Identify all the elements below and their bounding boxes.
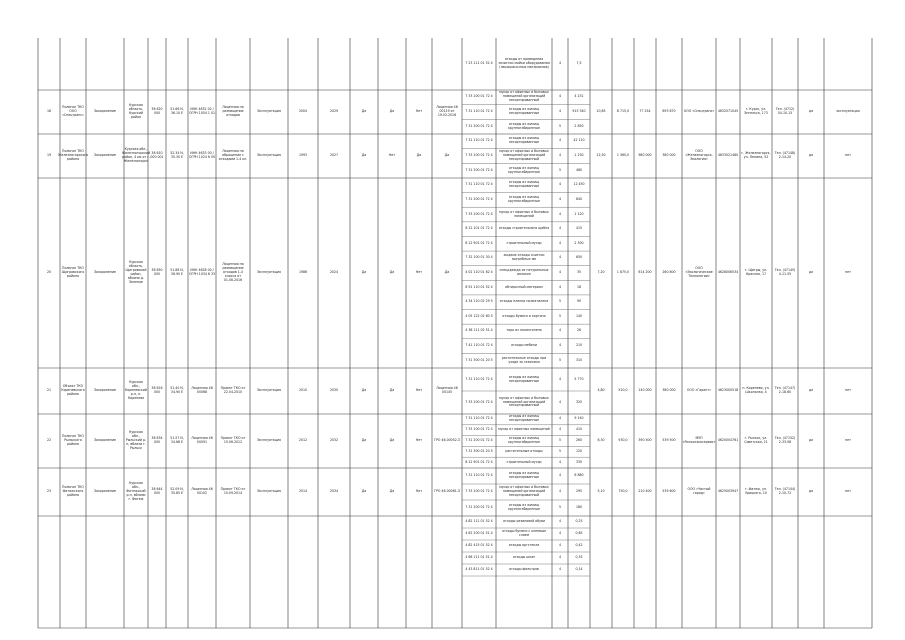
row-23-area: 5,10	[597, 489, 605, 494]
bottom-waste-code: 4 82 415 01 52 4	[465, 543, 493, 548]
row-20-year_start: 1986	[298, 270, 308, 275]
row-20-protection: Да	[389, 270, 395, 275]
bottom-waste-code: 4 68 111 01 51 4	[465, 555, 493, 560]
row-23-waste-code: 7 33 100 01 72 4	[465, 489, 493, 494]
row-23-license: Проект ТКО от 10.09.2014	[220, 487, 246, 495]
top-waste-wname: отходы от проведения зачистки мойки оборудования (лакокрасочных материалов)	[498, 57, 550, 69]
row-21-year_end: 2030	[329, 388, 339, 393]
row-20-license: Лицензия на размещение отходов 1-4 класса от 01.08.2016	[222, 262, 244, 282]
row-23-waste-code: 7 31 200 01 72 4	[465, 505, 493, 510]
row-23-waste-wclass: 4	[558, 473, 562, 478]
row-20-waste-wclass: 5	[558, 357, 562, 362]
row-22-capacity: 930,0	[618, 438, 628, 443]
row-22-filled: 390 500	[638, 438, 652, 443]
row-23-location: Курская обл., Фатежский р-н, вблизи г. Фатеж	[126, 481, 146, 501]
row-20-waste-wamount: 35	[576, 270, 582, 275]
row-20-purpose: Захоронение	[94, 270, 116, 275]
row-23-address: г. Фатеж, ул. Урицкого, 10	[744, 487, 768, 495]
row-21-operator: ООО «Гарант»	[686, 388, 712, 393]
row-21-doc: Лицензия 46 00068	[191, 386, 213, 394]
row-21-waste-code: 7 31 110 01 72 4	[465, 376, 493, 381]
row-20-waste-wamount: 2 300	[574, 240, 584, 245]
row-19-waste-wamount: 42 110	[573, 138, 585, 143]
row-20-waste-code: 4 38 111 02 51 4	[465, 328, 493, 333]
row-19-waste-wclass: 5	[558, 167, 562, 172]
row-19-monitoring: Да	[361, 153, 367, 158]
row-22-waste-wname: мусор от офисных помещений	[498, 427, 550, 432]
row-19-waste-wname: отходы из жилищ несортированные	[508, 136, 540, 145]
row-20-contact: Тел. (47145) 4-11-55	[774, 268, 796, 276]
row-18-coords: 51.66 N, 36.10 E	[170, 107, 184, 115]
row-23-coords: 52.09 N, 35.85 E	[170, 487, 184, 495]
row-20-waste-wname: мусор от офисных и бытовых помещений	[499, 209, 549, 218]
row-21-inn: 4623000518	[717, 388, 739, 393]
row-18-protection: Да	[389, 109, 395, 114]
row-21-num: 21	[46, 388, 52, 393]
row-22-note: нет	[845, 438, 851, 443]
row-21-contact: Тел. (47147) 2-18-60	[774, 386, 796, 394]
row-22-purpose: Захоронение	[94, 438, 116, 443]
row-23-operator: ООО «Чистый город»	[687, 487, 711, 495]
row-19-waste-code: 7 33 100 01 72 4	[465, 153, 493, 158]
row-20-remaining: 260 800	[662, 270, 676, 275]
row-22-waste-wamount: 260	[575, 438, 583, 443]
row-18-object: Полигон ТКО ООО «Спецтранс»	[61, 105, 84, 117]
row-20-waste-wname: отходы пленки полиэтилена	[499, 299, 549, 304]
row-23-oktmo: 38 644 000	[151, 487, 163, 495]
row-23-doc: Лицензия 46 00102	[191, 487, 213, 495]
row-22-waste-wamount: 120	[575, 448, 583, 453]
row-18-waste-wname: мусор от офисных и бытовых помещений организаций несортированный	[499, 90, 549, 103]
row-23-contact: Тел. (47144) 2-10-72	[774, 487, 796, 495]
row-23-filled: 210 400	[638, 489, 652, 494]
row-19-address: г. Железногорск, ул. Ленина, 52	[741, 151, 771, 159]
top-waste-wclass: 4	[558, 61, 562, 66]
row-22-waste-code: 7 31 110 01 72 4	[465, 416, 493, 421]
row-20-area: 7,20	[597, 270, 605, 275]
row-23-flag: да	[808, 489, 814, 494]
row-22-waste-code: 7 31 200 01 72 4	[465, 438, 493, 443]
row-22-waste-wamount: 330	[575, 459, 583, 464]
row-18-location: Курская область, Курский район	[128, 103, 144, 119]
row-22-negative: Нет	[415, 438, 423, 443]
row-20-gro: Да	[444, 270, 450, 275]
row-20-waste-wname: тара из полиэтилена	[506, 328, 542, 333]
row-21-protection: Да	[389, 388, 395, 393]
row-19-object: Полигон ТКО Железногорского района	[58, 149, 89, 161]
row-21-area: 4,80	[597, 388, 605, 393]
row-21-address: п. Коренево, ул. Школьная, 4	[742, 386, 770, 394]
bottom-waste-wamount: 0,14	[575, 567, 583, 572]
row-21-location: Курская обл., Кореневский р-н, п. Коренево	[125, 380, 147, 400]
row-23-waste-wname: отходы из жилищ крупногабаритные	[507, 503, 540, 511]
row-19-num: 19	[46, 153, 52, 158]
bottom-waste-wamount: 0,35	[575, 555, 583, 560]
row-18-area: 10,85	[596, 109, 606, 114]
row-19-remaining: 380 000	[662, 153, 676, 158]
row-19-waste-code: 7 31 110 01 72 4	[465, 138, 493, 143]
row-20-waste-wamount: 310	[575, 357, 583, 362]
row-22-flag: да	[808, 438, 814, 443]
row-19-filled: 980 000	[638, 153, 652, 158]
row-23-gro: ГРО 46-00061-З	[434, 489, 460, 494]
row-22-status: Эксплуатация	[257, 438, 281, 443]
row-22-monitoring: Да	[361, 438, 367, 443]
row-18-flag: да	[808, 109, 814, 114]
row-18-waste-wname: отходы из жилищ крупногабаритные	[507, 121, 540, 130]
bottom-waste-code: 4 43 811 01 52 4	[465, 567, 493, 572]
bottom-waste-code: 4 82 111 01 52 4	[465, 519, 493, 524]
row-18-doc: ИНН 4632 02 / ОГРН 1054 1 01	[189, 107, 216, 115]
row-22-waste-code: 8 12 901 01 72 4	[465, 459, 493, 464]
row-18-monitoring: Да	[361, 109, 367, 114]
row-20-inn: 4628006534	[717, 270, 739, 275]
registry-table	[38, 38, 872, 628]
row-22-waste-wname: растительные отходы	[505, 448, 543, 453]
row-21-year_start: 2010	[298, 388, 308, 393]
bottom-waste-wclass: 4	[558, 519, 562, 524]
row-18-waste-wname: отходы из жилищ несортированные	[508, 107, 540, 115]
row-20-waste-wname: отходы из жилищ несортированные	[508, 180, 540, 189]
bottom-waste-wamount: 0,65	[575, 531, 583, 536]
row-20-waste-wamount: 1 120	[574, 211, 584, 216]
bottom-waste-wname: отходы фильтров	[509, 567, 539, 572]
row-20-waste-wname: отходы из жилищ крупногабаритные	[507, 195, 540, 203]
row-19-waste-wname: отходы из жилищ крупногабаритные	[507, 165, 540, 174]
row-20-waste-wamount: 12 450	[573, 182, 585, 187]
row-18-num: 18	[46, 109, 52, 114]
row-22-gro: ГРО 46-00052-З	[434, 438, 460, 443]
row-20-doc: ИНН 4628 00 / ОГРН 1034 6 33	[189, 268, 216, 276]
row-20-waste-wamount: 140	[575, 313, 583, 318]
row-19-contact: Тел. (47148) 2-14-20	[774, 151, 796, 159]
row-20-waste-code: 7 41 110 01 72 4	[465, 343, 493, 348]
row-22-waste-wname: отходы из жилищ несортированные	[508, 414, 540, 423]
row-23-negative: Нет	[415, 489, 423, 494]
row-18-filled: 77 254	[639, 109, 651, 114]
row-19-license: Лицензия на обращение с отходами 1-4 кл.	[218, 149, 248, 161]
row-18-capacity: 8 715,0	[616, 109, 630, 114]
row-22-waste-code: 7 33 100 01 72 4	[465, 427, 493, 432]
row-20-waste-code: 7 31 200 01 72 4	[465, 196, 493, 201]
row-19-waste-wamount: 480	[575, 167, 583, 172]
row-19-year_start: 1993	[298, 153, 308, 158]
row-21-waste-wclass: 4	[558, 399, 562, 404]
row-20-waste-wname: обтирочный материал	[505, 284, 543, 289]
row-22-location: Курская обл., Рыльский р-н, вблизи г. Рыльск	[125, 430, 147, 450]
row-19-inn: 4633021480	[717, 153, 739, 158]
row-19-year_end: 2027	[329, 153, 339, 158]
row-20-waste-code: 8 91 110 01 52 4	[465, 284, 493, 289]
row-19-waste-wclass: 4	[558, 153, 562, 158]
row-20-waste-wname: строительный мусор	[506, 240, 542, 245]
row-21-waste-code: 7 33 100 01 72 4	[465, 399, 493, 404]
row-22-inn: 4620004761	[717, 438, 739, 443]
row-20-waste-wamount: 90	[576, 299, 582, 304]
row-22-waste-wamount: 9 140	[574, 416, 584, 421]
row-20-flag: да	[808, 270, 814, 275]
row-21-flag: да	[808, 388, 814, 393]
row-22-area: 6,30	[597, 438, 605, 443]
row-22-waste-wclass: 4	[558, 427, 562, 432]
row-18-waste-wamount: 4 231	[574, 94, 584, 99]
row-20-waste-wamount: 650	[575, 255, 583, 260]
row-23-monitoring: Да	[361, 489, 367, 494]
row-18-operator: ООО «Спецтранс»	[683, 109, 715, 114]
row-22-doc: Лицензия 46 00091	[191, 436, 213, 444]
row-22-year_start: 2012	[298, 438, 308, 443]
row-23-waste-wamount: 180	[575, 505, 583, 510]
top-waste-code: 7 23 111 01 52 4	[465, 61, 493, 66]
row-21-license: Проект ТКО от 22.04.2010	[220, 386, 246, 394]
row-20-waste-code: 4 05 122 02 60 5	[465, 313, 493, 318]
row-20-year_end: 2024	[329, 270, 339, 275]
row-21-filled: 140 000	[638, 388, 652, 393]
row-19-area: 12,50	[596, 153, 606, 158]
row-22-remaining: 539 500	[662, 438, 676, 443]
row-21-waste-wamount: 320	[575, 399, 583, 404]
row-22-waste-wamount: 410	[575, 427, 583, 432]
row-20-waste-code: 8 12 901 01 72 4	[465, 240, 493, 245]
row-23-waste-wamount: 295	[575, 489, 583, 494]
row-19-status: Эксплуатация	[257, 153, 281, 158]
row-18-inn: 4632071045	[717, 109, 739, 114]
bottom-waste-wamount: 0,25	[575, 519, 583, 524]
row-21-object: Объект ТКО Кореневского района	[61, 384, 85, 396]
row-22-contact: Тел. (47152) 2-33-08	[774, 436, 796, 444]
row-18-waste-wclass: 5	[558, 123, 562, 128]
bottom-waste-wname: отходы шпал	[512, 555, 536, 560]
bottom-waste-wamount: 0,42	[575, 543, 583, 548]
row-20-waste-code: 7 32 100 01 30 4	[465, 255, 493, 260]
row-23-protection: Да	[389, 489, 395, 494]
row-20-waste-code: 8 12 101 01 72 4	[465, 226, 493, 231]
row-18-gro: Лицензия 46 00119 от 19.02.2016	[436, 105, 458, 117]
row-18-waste-wamount: 2 850	[574, 123, 584, 128]
row-21-purpose: Захоронение	[94, 388, 116, 393]
row-23-waste-wclass: 5	[558, 505, 562, 510]
row-22-waste-wclass: 5	[558, 448, 562, 453]
row-23-waste-wclass: 4	[558, 489, 562, 494]
row-20-waste-code: 7 31 110 01 72 4	[465, 182, 493, 187]
row-22-num: 22	[46, 438, 52, 443]
row-23-remaining: 539 600	[662, 489, 676, 494]
row-20-waste-wamount: 26	[576, 328, 582, 333]
row-21-coords: 51.40 N, 34.90 E	[170, 386, 184, 394]
row-20-waste-code: 7 33 100 01 72 4	[465, 211, 493, 216]
row-18-license: Лицензия на размещение отходов	[222, 105, 244, 117]
row-23-note: нет	[845, 489, 851, 494]
row-22-waste-code: 7 31 300 01 20 5	[465, 448, 493, 453]
row-20-num: 20	[46, 270, 52, 275]
row-20-waste-code: 4 34 110 02 29 5	[465, 299, 493, 304]
row-22-protection: Да	[389, 438, 395, 443]
row-20-operator: ООО «Экологические Технологии»	[685, 266, 713, 278]
row-18-year_end: 2029	[329, 109, 339, 114]
row-19-operator: ООО «Железногорск-Экология»	[685, 149, 713, 161]
row-20-waste-wname: отходы мебели	[511, 343, 537, 348]
row-21-waste-wamount: 5 770	[574, 376, 584, 381]
row-20-waste-wclass: 4	[558, 240, 562, 245]
row-18-oktmo: 38 620 000	[151, 107, 163, 115]
row-19-protection: Нет	[388, 153, 396, 158]
row-22-operator: МУП «Рыльскэкосервис»	[682, 436, 716, 444]
row-20-status: Эксплуатация	[257, 270, 281, 275]
row-23-year_end: 2034	[329, 489, 339, 494]
row-19-waste-wname: мусор от офисных и бытовых помещений организаций несортированный	[499, 149, 549, 161]
row-18-waste-code: 7 31 110 01 72 4	[465, 109, 493, 114]
row-19-negative: Да	[416, 153, 422, 158]
row-20-waste-wclass: 4	[558, 211, 562, 216]
row-20-waste-wclass: 4	[558, 255, 562, 260]
row-23-object: Полигон ТКО Фатежского района	[62, 485, 84, 497]
row-22-year_end: 2032	[329, 438, 339, 443]
row-20-waste-wamount: 210	[575, 343, 583, 348]
row-21-waste-wclass: 4	[558, 376, 562, 381]
row-20-waste-wname: спецодежда из натуральных волокон	[499, 268, 549, 276]
row-20-oktmo: 38 650 000	[151, 268, 163, 276]
row-20-waste-code: 7 31 300 01 20 5	[465, 357, 493, 362]
row-21-waste-wname: мусор от офисных и бытовых помещений организаций несортированный	[499, 395, 549, 408]
row-23-waste-wname: мусор от офисных и бытовых помещений организаций несортированный	[499, 485, 549, 497]
row-23-inn: 4625003947	[717, 489, 739, 494]
row-19-capacity: 1 360,0	[616, 153, 630, 158]
row-20-waste-wclass: 4	[558, 284, 562, 289]
row-21-monitoring: Да	[361, 388, 367, 393]
row-23-waste-wname: отходы из жилищ несортированные	[508, 471, 540, 479]
row-18-waste-wclass: 4	[558, 109, 562, 114]
row-19-purpose: Захоронение	[94, 153, 116, 158]
row-20-waste-wname: отходы бумаги и картона	[502, 313, 546, 318]
row-23-status: Эксплуатация	[257, 489, 281, 494]
row-21-waste-wname: отходы из жилищ несортированные	[508, 374, 540, 383]
row-20-waste-wclass: 4	[558, 343, 562, 348]
row-23-waste-code: 7 31 110 01 72 4	[465, 473, 493, 478]
bottom-waste-wname: отходы бумаги с клеевым слоем	[502, 529, 546, 537]
row-18-waste-code: 7 31 200 01 72 4	[465, 123, 493, 128]
row-20-negative: Нет	[415, 270, 423, 275]
row-22-waste-wname: строительный мусор	[506, 459, 542, 464]
row-22-waste-wclass: 4	[558, 459, 562, 464]
row-18-note: эксплуатация	[836, 109, 860, 114]
row-19-waste-wamount: 1 230	[574, 153, 584, 158]
bottom-waste-code: 4 62 200 01 51 4	[465, 531, 493, 536]
bottom-waste-wclass: 4	[558, 543, 562, 548]
row-20-filled: 614 200	[638, 270, 652, 275]
row-18-waste-wclass: 4	[558, 94, 562, 99]
row-19-oktmo: 38 610 000 001	[150, 151, 164, 159]
row-19-waste-code: 7 31 200 01 72 4	[465, 167, 493, 172]
row-20-waste-wclass: 4	[558, 328, 562, 333]
row-21-capacity: 520,0	[618, 388, 628, 393]
row-20-object: Полигон ТКО Щигровского района	[61, 266, 85, 278]
row-20-coords: 51.88 N, 36.90 E	[170, 268, 184, 276]
row-20-waste-code: 4 02 110 01 62 4	[465, 270, 493, 275]
row-20-waste-wname: растительные отходы при уходе за газонами	[501, 355, 547, 364]
row-21-note: нет	[845, 388, 851, 393]
row-23-purpose: Захоронение	[94, 489, 116, 494]
bottom-waste-wclass: 4	[558, 531, 562, 536]
row-20-waste-wclass: 4	[558, 196, 562, 201]
row-20-waste-wamount: 18	[576, 284, 582, 289]
row-19-location: Курская обл., Железногорский район, 4 км от г. Железногорск	[121, 147, 151, 163]
row-19-doc: ИНН 4633 00 / ОГРН 1024 6 00	[189, 151, 216, 159]
row-19-flag: да	[808, 153, 814, 158]
row-21-status: Эксплуатация	[257, 388, 281, 393]
row-20-address: г. Щигры, ул. Красная, 17	[744, 268, 768, 276]
row-20-waste-wname: отходы строительного щебня	[498, 226, 550, 231]
row-20-waste-wclass: 5	[558, 313, 562, 318]
row-18-address: г. Курск, ул. Энгельса, 173	[744, 107, 768, 115]
row-20-monitoring: Да	[361, 270, 367, 275]
row-20-note: нет	[845, 270, 851, 275]
bottom-waste-wname: отходы оргстекла	[508, 543, 540, 548]
row-20-waste-wamount: 840	[575, 196, 583, 201]
row-18-remaining: 693 870	[662, 109, 676, 114]
row-19-note: нет	[845, 153, 851, 158]
row-18-waste-code: 7 33 100 01 72 4	[465, 94, 493, 99]
row-22-waste-wclass: 4	[558, 416, 562, 421]
row-23-num: 23	[46, 489, 52, 494]
row-18-negative: Нет	[415, 109, 423, 114]
row-18-waste-wamount: 915 340	[572, 109, 586, 114]
row-20-location: Курская область, Щигровский район, вблизи д. Зеленое	[125, 260, 147, 284]
row-18-purpose: Захоронение	[94, 109, 116, 114]
row-20-waste-wamount: 415	[575, 226, 583, 231]
row-22-coords: 51.57 N, 34.68 E	[170, 436, 184, 444]
row-21-oktmo: 38 616 000	[151, 386, 163, 394]
row-20-waste-wclass: 5	[558, 299, 562, 304]
row-19-waste-wclass: 4	[558, 138, 562, 143]
row-22-license: Проект ТКО от 15.06.2012	[220, 436, 246, 444]
row-18-contact: Тел. (4712) 54-10-15	[775, 107, 795, 115]
row-22-waste-wclass: 5	[558, 438, 562, 443]
row-22-object: Полигон ТКО Рыльского района	[62, 434, 84, 446]
row-19-coords: 52.34 N, 35.30 E	[170, 151, 184, 159]
row-20-waste-wclass: 4	[558, 182, 562, 187]
bottom-waste-wclass: 4	[558, 567, 562, 572]
row-18-year_start: 2004	[298, 109, 308, 114]
row-23-waste-wamount: 6 880	[574, 473, 584, 478]
row-20-waste-wclass: 4	[558, 226, 562, 231]
row-22-waste-wname: отходы из жилищ крупногабаритные	[507, 436, 540, 444]
row-23-year_start: 2014	[298, 489, 308, 494]
bottom-waste-wclass: 4	[558, 555, 562, 560]
row-20-waste-wclass: 4	[558, 270, 562, 275]
row-19-gro: Да	[444, 153, 450, 158]
row-22-oktmo: 38 634 000	[151, 436, 163, 444]
row-18-status: Эксплуатация	[257, 109, 281, 114]
row-21-remaining: 380 000	[662, 388, 676, 393]
bottom-waste-wname: отходы резиновой обуви	[503, 519, 545, 524]
row-21-gro: Лицензия 46 00145	[436, 386, 458, 394]
row-20-waste-wname: жидкие отходы очистки выгребных ям	[503, 253, 545, 262]
row-22-address: г. Рыльск, ул. Советская, 21	[744, 436, 768, 444]
row-23-capacity: 750,0	[618, 489, 628, 494]
row-20-capacity: 1 875,0	[616, 270, 630, 275]
top-waste-wamount: 7,5	[576, 61, 582, 66]
row-21-negative: Нет	[415, 388, 423, 393]
